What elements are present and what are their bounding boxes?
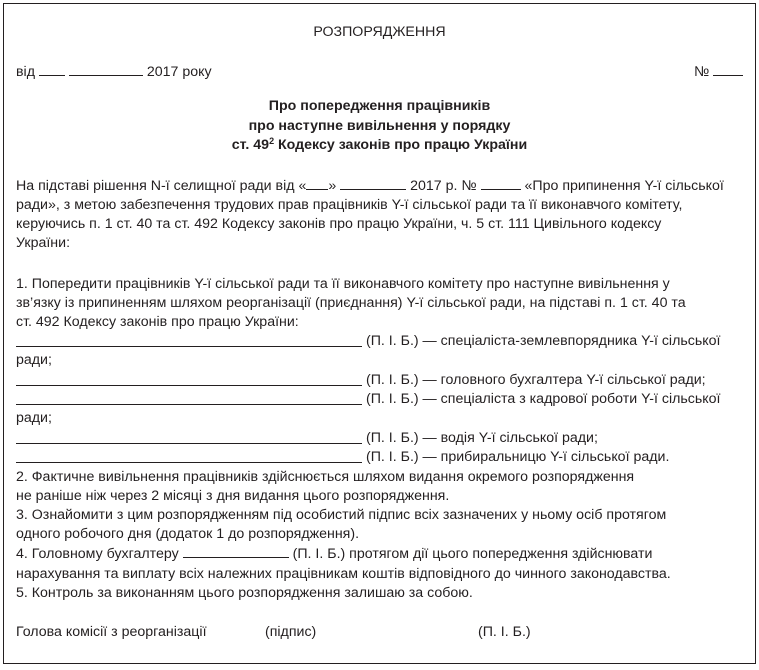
employee-3-blank — [16, 404, 362, 405]
number-label: № — [694, 64, 710, 80]
accountant-name-blank — [183, 545, 289, 558]
item-1-line-1: 1. Попередити працівників Y-ї сільської ради та її виконавчого комітету про наступне вивільнення у — [16, 276, 670, 292]
subject-line-1: Про попередження працівників — [268, 98, 491, 114]
item-4-line-2: нарахування та виплату всіх належних працівникам коштів відповідного до чинного законодавства. — [16, 566, 671, 582]
employee-5-blank — [16, 462, 362, 463]
employee-4-text: (П. І. Б.) — водія Y-ї сільської ради; — [366, 430, 598, 446]
subject-line-2: про наступне вивільнення у порядку — [248, 118, 511, 134]
document-title: РОЗПОРЯДЖЕННЯ — [313, 24, 446, 40]
employee-5-text: (П. І. Б.) — прибиральницю Y-ї сільської ради. — [366, 449, 670, 465]
decision-number-blank — [481, 177, 521, 190]
signature-position: Голова комісії з реорганізації — [16, 624, 207, 640]
employee-4-blank — [16, 443, 362, 444]
item-4-line-1: 4. Головному бухгалтеру (П. І. Б.) протягом дії цього попередження здійснювати — [16, 546, 653, 562]
item-1-line-3: ст. 492 Кодексу законів про працю України: — [16, 314, 299, 330]
preamble-line-2: ради», з метою забезпечення трудових прав працівників Y-ї сільської ради та її виконавчого комітету, — [16, 197, 683, 213]
signature-name: (П. І. Б.) — [478, 624, 531, 640]
item-2-line-2: не раніше ніж через 2 місяці з дня видання цього розпорядження. — [16, 488, 450, 504]
employee-1-blank — [16, 346, 362, 347]
item-5-line: 5. Контроль за виконанням цього розпорядження залишаю за собою. — [16, 585, 473, 601]
preamble-line-3: керуючись п. 1 ст. 40 та ст. 492 Кодексу законів про працю України, ч. 5 ст. 111 Цивільного кодексу — [16, 216, 662, 232]
employee-2-blank — [16, 385, 362, 386]
preamble-line-4: України: — [16, 235, 71, 251]
preamble-line-1: На підставі рішення N-ї селищної ради від « » 2017 р. № «Про припинення Y-ї сільської — [16, 178, 724, 194]
day-blank — [39, 63, 65, 76]
employee-2-text: (П. І. Б.) — головного бухгалтера Y-ї сільської ради; — [366, 372, 706, 388]
employee-3-continuation: ради; — [16, 410, 52, 426]
number-blank — [713, 63, 743, 76]
employee-1-continuation: ради; — [16, 352, 52, 368]
employee-3-text: (П. І. Б.) — спеціаліста з кадрової роботи Y-ї сільської — [366, 391, 721, 407]
preamble-month-blank — [340, 177, 406, 190]
date-line — [16, 63, 212, 82]
item-2-line-1: 2. Фактичне вивільнення працівників здійснюється шляхом видання окремого розпорядження — [16, 469, 635, 485]
employee-1-text: (П. І. Б.) — спеціаліста-землевпорядника Y-ї сільської — [366, 333, 721, 349]
date-year: 2017 року — [146, 64, 212, 80]
subject-line-3: ст. $49^2$ Кодексу законів про працю України — [231, 136, 528, 153]
signature-sign: (підпис) — [265, 624, 317, 640]
item-3-line-1: 3. Ознайомити з цим розпорядженням під особистий підпис всіх зазначених у ньому осіб протягом — [16, 507, 667, 523]
month-blank — [69, 63, 143, 76]
order-document — [3, 3, 756, 664]
number-field — [694, 63, 743, 82]
date-prefix: від — [16, 64, 35, 80]
item-1-line-2: зв’язку із припиненням шляхом реорганізації (приєднання) Y-ї сільської ради, на підставі п. 1 ст. 40 та — [16, 295, 686, 311]
preamble-day-blank — [306, 177, 328, 190]
item-3-line-2: одного робочого дня (додаток 1 до розпорядження). — [16, 526, 360, 542]
